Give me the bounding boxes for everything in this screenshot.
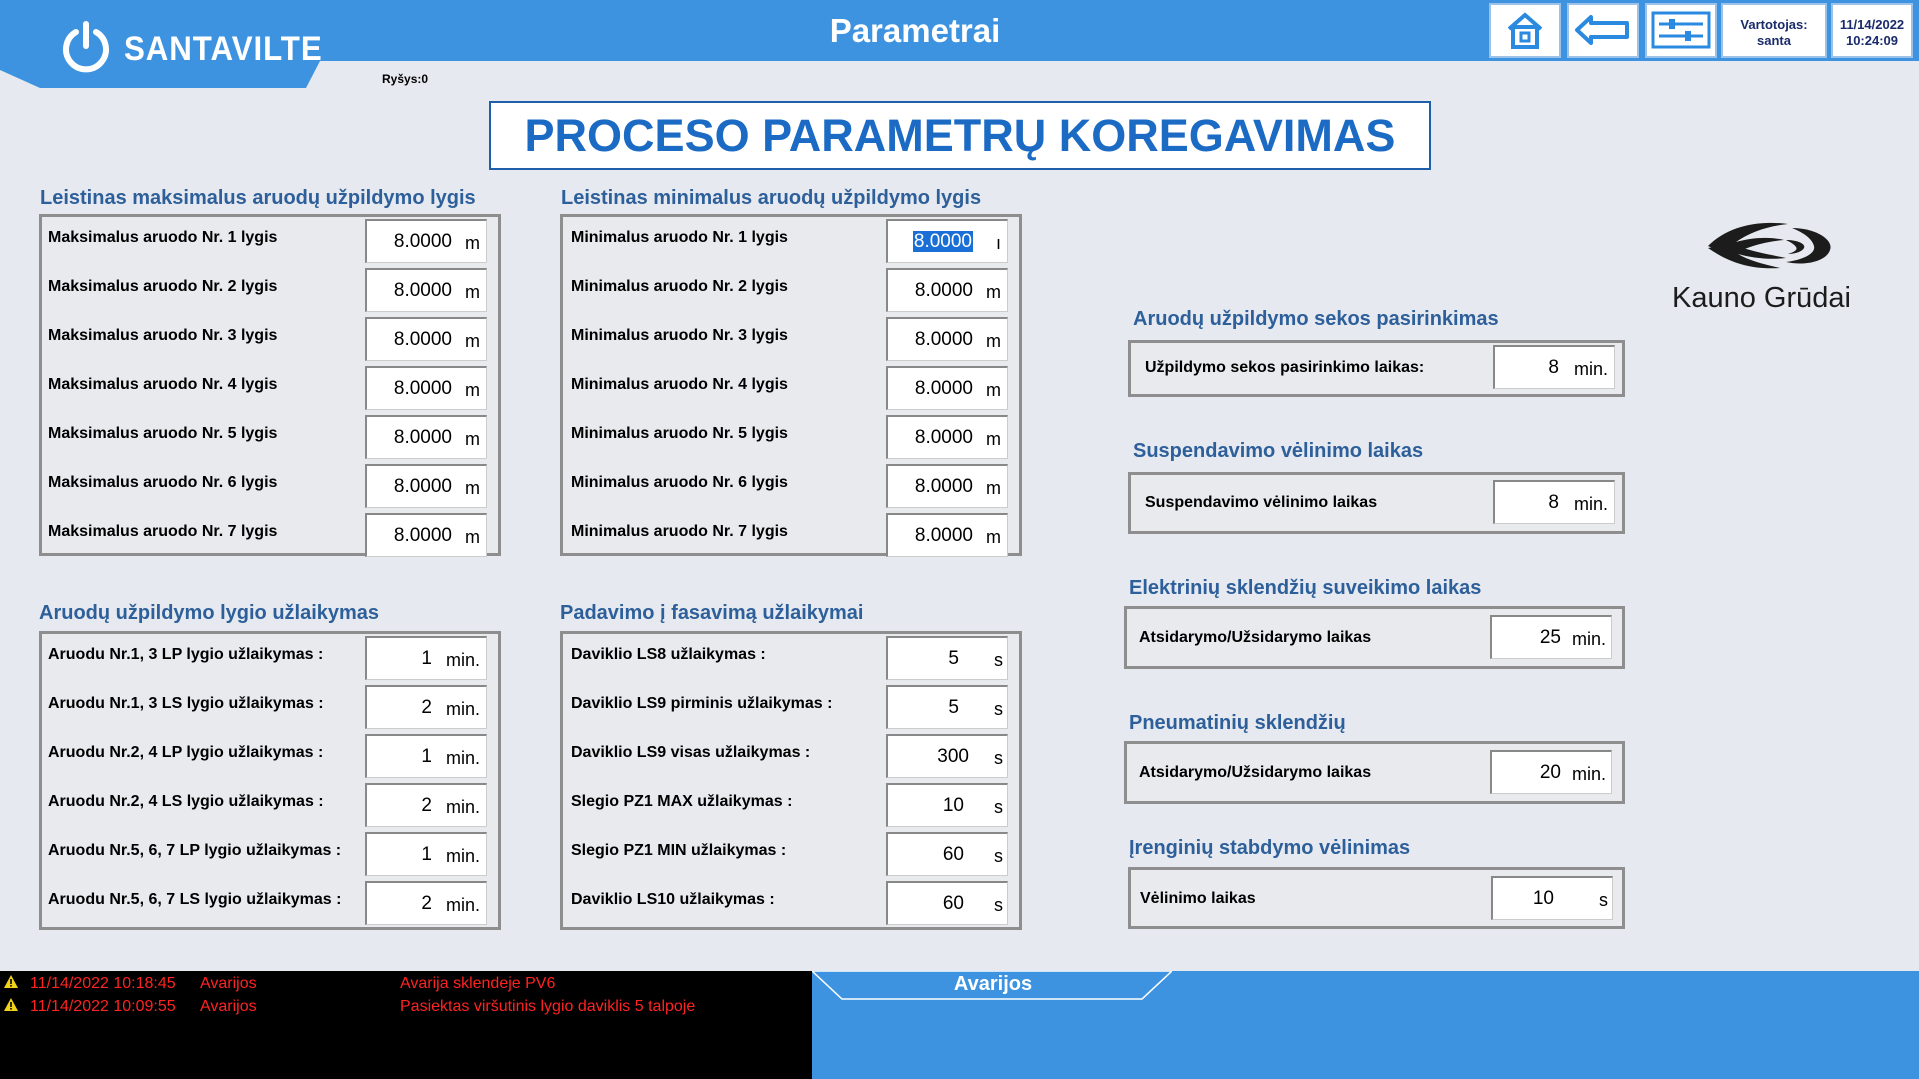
level-delay-input[interactable] bbox=[365, 832, 487, 876]
feed-delay-unit: s bbox=[994, 797, 1003, 817]
user-name: santa bbox=[1757, 33, 1791, 48]
level-delay-value: 1 bbox=[421, 746, 432, 767]
min-level-unit: ı bbox=[996, 233, 1002, 253]
feed-delay-unit: s bbox=[994, 895, 1003, 915]
back-button[interactable] bbox=[1567, 3, 1639, 58]
feed-delay-value: 60 bbox=[942, 844, 964, 865]
pneumatic-input[interactable] bbox=[1490, 750, 1612, 794]
feed-delay-input[interactable] bbox=[886, 734, 1008, 778]
feed-delay-unit: s bbox=[994, 650, 1003, 670]
min-level-row bbox=[563, 317, 1019, 361]
max-level-value: 8.0000 bbox=[393, 231, 452, 252]
feed-delay-value: 60 bbox=[942, 893, 964, 914]
max-level-unit: m bbox=[465, 478, 480, 498]
pneumatic-title: Pneumatinių sklendžių bbox=[1129, 712, 1346, 734]
min-level-input[interactable] bbox=[886, 513, 1008, 557]
min-level-value: 8.0000 bbox=[914, 329, 973, 350]
min-level-label: Minimalus aruodo Nr. 3 lygis bbox=[571, 327, 788, 344]
back-arrow-icon bbox=[1569, 5, 1637, 56]
max-level-row bbox=[42, 415, 498, 459]
feed-delay-unit: s bbox=[994, 846, 1003, 866]
settings-button[interactable] bbox=[1645, 3, 1717, 58]
alarm-category: Avarijos bbox=[200, 998, 257, 1015]
alarm-timestamp: 11/14/2022 10:18:45 bbox=[30, 975, 176, 992]
main-title: PROCESO PARAMETRŲ KOREGAVIMAS bbox=[489, 101, 1431, 170]
sequence-input[interactable] bbox=[1493, 345, 1615, 389]
min-level-row bbox=[563, 268, 1019, 312]
suspend-label: Suspendavimo vėlinimo laikas bbox=[1145, 494, 1378, 511]
min-level-value: 8.0000 bbox=[914, 525, 973, 546]
user-info bbox=[1721, 3, 1827, 58]
max-level-label: Maksimalus aruodo Nr. 4 lygis bbox=[48, 376, 278, 393]
max-level-unit: m bbox=[465, 527, 480, 547]
min-level-value: 8.0000 bbox=[914, 427, 973, 448]
max-level-row bbox=[42, 268, 498, 312]
min-level-unit: m bbox=[986, 478, 1001, 498]
min-level-value bbox=[913, 231, 973, 253]
level-delay-value: 2 bbox=[421, 697, 432, 718]
max-level-label: Maksimalus aruodo Nr. 3 lygis bbox=[48, 327, 278, 344]
alarm-message: Avarija sklendeje PV6 bbox=[400, 975, 556, 992]
stop-delay-title: Įrenginių stabdymo vėlinimas bbox=[1129, 837, 1411, 859]
stop-delay-unit: s bbox=[1599, 890, 1608, 910]
max-level-input[interactable] bbox=[365, 317, 487, 361]
level-delay-row bbox=[42, 636, 498, 680]
feed-delay-label: Daviklio LS10 užlaikymas : bbox=[571, 891, 775, 908]
max-level-value: 8.0000 bbox=[393, 427, 452, 448]
stop-delay-input[interactable] bbox=[1491, 876, 1613, 920]
alarm-category: Avarijos bbox=[200, 975, 257, 992]
datetime-display bbox=[1831, 3, 1913, 58]
max-level-row bbox=[42, 513, 498, 557]
min-levels-panel bbox=[560, 214, 1022, 556]
feed-delay-row bbox=[563, 832, 1019, 876]
level-delay-input[interactable] bbox=[365, 636, 487, 680]
min-level-label: Minimalus aruodo Nr. 4 lygis bbox=[571, 376, 788, 393]
electric-input[interactable] bbox=[1490, 615, 1612, 659]
sliders-icon bbox=[1647, 5, 1715, 56]
min-level-row bbox=[563, 366, 1019, 410]
level-delay-value: 1 bbox=[421, 844, 432, 865]
feed-delay-label: Slegio PZ1 MAX užlaikymas : bbox=[571, 793, 793, 810]
electric-value: 25 bbox=[1539, 627, 1561, 648]
min-level-unit: m bbox=[986, 331, 1001, 351]
max-level-input[interactable] bbox=[365, 219, 487, 263]
max-level-row bbox=[42, 464, 498, 508]
min-level-unit: m bbox=[986, 380, 1001, 400]
max-level-value: 8.0000 bbox=[393, 280, 452, 301]
feed-delay-unit: s bbox=[994, 699, 1003, 719]
max-level-input[interactable] bbox=[365, 415, 487, 459]
max-level-input[interactable] bbox=[365, 513, 487, 557]
level-delay-unit: min. bbox=[446, 846, 481, 866]
level-delays-title: Aruodų užpildymo lygio užlaikymas bbox=[39, 602, 380, 624]
alarm-message: Pasiektas viršutinis lygio daviklis 5 talpoje bbox=[400, 998, 696, 1015]
sequence-title: Aruodų užpildymo sekos pasirinkimas bbox=[1133, 308, 1499, 330]
level-delay-row bbox=[42, 685, 498, 729]
stop-delay-label: Vėlinimo laikas bbox=[1140, 890, 1256, 907]
level-delay-row bbox=[42, 881, 498, 925]
level-delay-input[interactable] bbox=[365, 783, 487, 827]
time-text: 10:24:09 bbox=[1845, 33, 1899, 48]
max-level-input[interactable] bbox=[365, 268, 487, 312]
max-level-unit: m bbox=[465, 233, 480, 253]
level-delay-unit: min. bbox=[446, 699, 481, 719]
feed-delay-row bbox=[563, 734, 1019, 778]
alarm-list[interactable] bbox=[0, 971, 812, 1079]
level-delay-unit: min. bbox=[446, 895, 481, 915]
brand-logo bbox=[0, 0, 358, 88]
feed-delay-label: Daviklio LS9 pirminis užlaikymas : bbox=[571, 695, 833, 712]
min-level-input[interactable] bbox=[886, 268, 1008, 312]
feed-delay-input[interactable] bbox=[886, 636, 1008, 680]
min-level-row bbox=[563, 415, 1019, 459]
max-level-label: Maksimalus aruodo Nr. 7 lygis bbox=[48, 523, 278, 540]
min-level-row bbox=[563, 513, 1019, 557]
feed-delay-label: Daviklio LS8 užlaikymas : bbox=[571, 646, 766, 663]
min-level-label: Minimalus aruodo Nr. 2 lygis bbox=[571, 278, 788, 295]
connection-status: Ryšys:0 bbox=[382, 72, 429, 86]
feed-delay-input[interactable] bbox=[886, 783, 1008, 827]
kauno-grudai-logo-icon bbox=[1688, 218, 1838, 288]
level-delay-label: Aruodu Nr.5, 6, 7 LP lygio užlaikymas : bbox=[48, 842, 342, 859]
level-delay-unit: min. bbox=[446, 650, 481, 670]
feed-delay-row bbox=[563, 783, 1019, 827]
suspend-title: Suspendavimo vėlinimo laikas bbox=[1133, 440, 1424, 462]
min-level-unit: m bbox=[986, 527, 1001, 547]
electric-title: Elektrinių sklendžių suveikimo laikas bbox=[1129, 577, 1482, 599]
level-delay-input[interactable] bbox=[365, 734, 487, 778]
suspend-value: 8 bbox=[1548, 492, 1559, 513]
stop-delay-value: 10 bbox=[1532, 888, 1554, 909]
level-delay-unit: min. bbox=[446, 748, 481, 768]
feed-delay-row bbox=[563, 636, 1019, 680]
max-level-input[interactable] bbox=[365, 464, 487, 508]
pneumatic-panel bbox=[1124, 741, 1625, 804]
feed-delay-row bbox=[563, 881, 1019, 925]
feed-delay-value: 5 bbox=[948, 697, 959, 718]
electric-label: Atsidarymo/Užsidarymo laikas bbox=[1139, 629, 1372, 646]
min-level-input[interactable] bbox=[886, 317, 1008, 361]
min-level-unit: m bbox=[986, 429, 1001, 449]
max-levels-title: Leistinas maksimalus aruodų užpildymo lygis bbox=[40, 187, 476, 209]
min-level-label: Minimalus aruodo Nr. 6 lygis bbox=[571, 474, 788, 491]
feed-delay-input[interactable] bbox=[886, 832, 1008, 876]
feed-delay-label: Daviklio LS9 visas užlaikymas : bbox=[571, 744, 811, 761]
level-delay-input[interactable] bbox=[365, 685, 487, 729]
max-level-value: 8.0000 bbox=[393, 476, 452, 497]
max-level-row bbox=[42, 219, 498, 263]
level-delay-row bbox=[42, 783, 498, 827]
min-level-row bbox=[563, 464, 1019, 508]
level-delay-label: Aruodu Nr.1, 3 LS lygio užlaikymas : bbox=[48, 695, 324, 712]
pneumatic-label: Atsidarymo/Užsidarymo laikas bbox=[1139, 764, 1372, 781]
home-button[interactable] bbox=[1489, 3, 1561, 58]
feed-delay-value: 5 bbox=[948, 648, 959, 669]
feed-delay-row bbox=[563, 685, 1019, 729]
suspend-unit: min. bbox=[1574, 494, 1609, 514]
level-delay-value: 2 bbox=[421, 795, 432, 816]
min-level-value: 8.0000 bbox=[914, 280, 973, 301]
sequence-panel bbox=[1128, 340, 1625, 397]
min-level-row bbox=[563, 219, 1019, 263]
alarm-timestamp: 11/14/2022 10:09:55 bbox=[30, 998, 176, 1015]
kauno-grudai-logo-text: Kauno Grūdai bbox=[1672, 282, 1851, 314]
max-level-unit: m bbox=[465, 429, 480, 449]
date-text: 11/14/2022 bbox=[1839, 17, 1905, 32]
level-delay-input[interactable] bbox=[365, 881, 487, 925]
max-level-row bbox=[42, 366, 498, 410]
home-icon bbox=[1491, 5, 1559, 56]
level-delay-unit: min. bbox=[446, 797, 481, 817]
pneumatic-value: 20 bbox=[1539, 762, 1561, 783]
level-delay-label: Aruodu Nr.2, 4 LP lygio užlaikymas : bbox=[48, 744, 324, 761]
max-level-value: 8.0000 bbox=[393, 525, 452, 546]
max-level-label: Maksimalus aruodo Nr. 2 lygis bbox=[48, 278, 278, 295]
max-level-unit: m bbox=[465, 331, 480, 351]
max-level-unit: m bbox=[465, 380, 480, 400]
sequence-value: 8 bbox=[1548, 357, 1559, 378]
electric-unit: min. bbox=[1572, 629, 1607, 649]
level-delay-label: Aruodu Nr.1, 3 LP lygio užlaikymas : bbox=[48, 646, 324, 663]
max-levels-panel bbox=[39, 214, 501, 556]
electric-panel bbox=[1124, 606, 1625, 669]
max-level-label: Maksimalus aruodo Nr. 5 lygis bbox=[48, 425, 278, 442]
level-delay-label: Aruodu Nr.5, 6, 7 LS lygio užlaikymas : bbox=[48, 891, 342, 908]
min-level-input[interactable] bbox=[886, 464, 1008, 508]
sequence-label: Užpildymo sekos pasirinkimo laikas: bbox=[1145, 359, 1425, 376]
page-title: Parametrai bbox=[829, 12, 1001, 49]
max-level-label: Maksimalus aruodo Nr. 6 lygis bbox=[48, 474, 278, 491]
warning-icon bbox=[4, 975, 18, 993]
feed-delays-panel bbox=[560, 631, 1022, 930]
level-delay-value: 2 bbox=[421, 893, 432, 914]
max-level-value: 8.0000 bbox=[393, 329, 452, 350]
level-delays-panel bbox=[39, 631, 501, 930]
min-level-input[interactable] bbox=[886, 219, 1008, 263]
feed-delay-unit: s bbox=[994, 748, 1003, 768]
min-level-label: Minimalus aruodo Nr. 1 lygis bbox=[571, 229, 788, 246]
alarm-tab[interactable]: Avarijos bbox=[953, 973, 1033, 995]
level-delay-row bbox=[42, 832, 498, 876]
min-level-input[interactable] bbox=[886, 366, 1008, 410]
max-level-unit: m bbox=[465, 282, 480, 302]
level-delay-label: Aruodu Nr.2, 4 LS lygio užlaikymas : bbox=[48, 793, 324, 810]
min-level-unit: m bbox=[986, 282, 1001, 302]
max-level-label: Maksimalus aruodo Nr. 1 lygis bbox=[48, 229, 278, 246]
warning-icon bbox=[4, 998, 18, 1016]
suspend-input[interactable] bbox=[1493, 480, 1615, 524]
power-logo-icon bbox=[62, 20, 110, 74]
sequence-unit: min. bbox=[1574, 359, 1609, 379]
max-level-input[interactable] bbox=[365, 366, 487, 410]
user-label: Vartotojas: bbox=[1740, 17, 1808, 32]
min-level-label: Minimalus aruodo Nr. 7 lygis bbox=[571, 523, 788, 540]
suspend-panel bbox=[1128, 472, 1625, 534]
min-level-input[interactable] bbox=[886, 415, 1008, 459]
max-level-row bbox=[42, 317, 498, 361]
feed-delay-input[interactable] bbox=[886, 685, 1008, 729]
min-level-value: 8.0000 bbox=[914, 378, 973, 399]
feed-delay-input[interactable] bbox=[886, 881, 1008, 925]
selected-text: 8.0000 bbox=[913, 231, 972, 252]
level-delay-row bbox=[42, 734, 498, 778]
feed-delay-value: 10 bbox=[942, 795, 964, 816]
level-delay-value: 1 bbox=[421, 648, 432, 669]
stop-delay-panel bbox=[1128, 867, 1625, 929]
feed-delays-title: Padavimo į fasavimą užlaikymai bbox=[560, 602, 864, 624]
min-levels-title: Leistinas minimalus aruodų užpildymo lygis bbox=[561, 187, 982, 209]
pneumatic-unit: min. bbox=[1572, 764, 1607, 784]
max-level-value: 8.0000 bbox=[393, 378, 452, 399]
min-level-value: 8.0000 bbox=[914, 476, 973, 497]
min-level-label: Minimalus aruodo Nr. 5 lygis bbox=[571, 425, 788, 442]
brand-name: SANTAVILTE bbox=[124, 30, 323, 68]
feed-delay-label: Slegio PZ1 MIN užlaikymas : bbox=[571, 842, 787, 859]
feed-delay-value: 300 bbox=[937, 746, 969, 767]
